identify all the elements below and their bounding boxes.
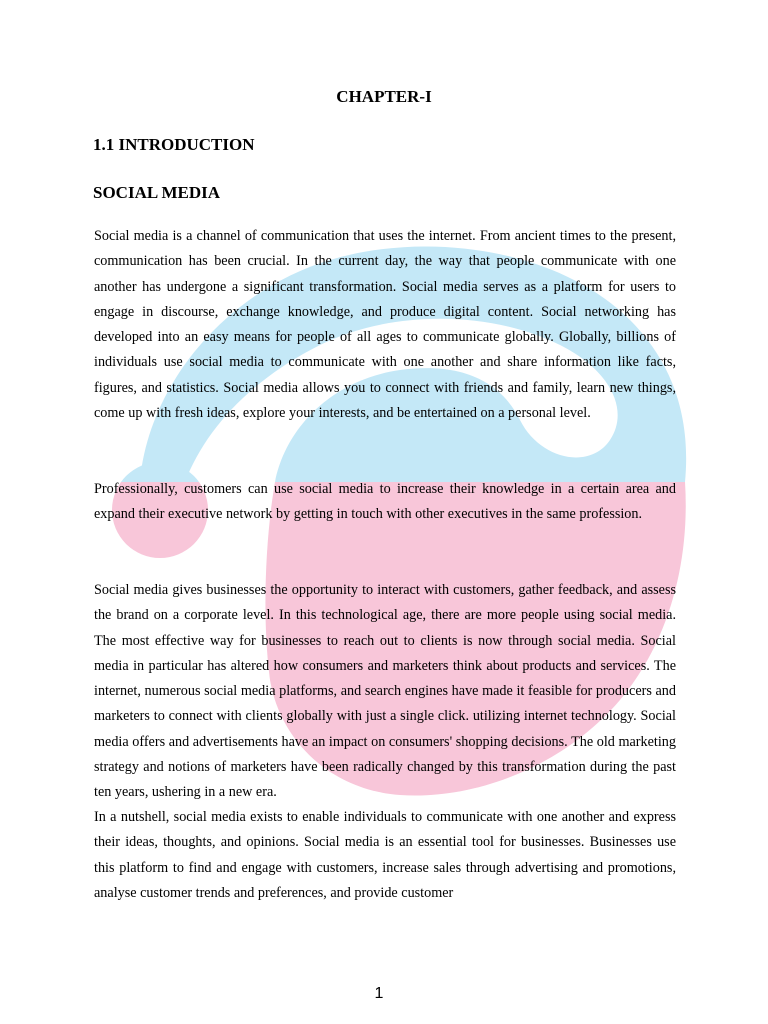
paragraph: Social media is a channel of communication that uses the internet. From ancient times to the present, communication has been crucial. In the current day, the way that people communicate with one another has undergone a significant transformation. Social media serves as a platform for users to engage in discourse, exchange knowledge, and produce digital content. Social networking has developed into an easy means for people of all ages to communicate globally. Globally, billions of individuals use social media to communicate with one another and share information like facts, figures, and statistics. Social media allows you to connect with friends and family, learn new things, come up with fresh ideas, explore your interests, and be entertained on a personal level.	[94, 228, 676, 422]
paragraph: Social media gives businesses the opportunity to interact with customers, gather feedback, and assess the brand on a corporate level. In this technological age, there are more people using social media. The most effective way for businesses to reach out to clients is now through social media. Social media in particular has altered how consumers and marketers think about products and services. The internet, numerous social media platforms, and search engines have made it feasible for producers and marketers to connect with clients globally with just a single click. utilizing internet technology. Social media offers and advertisements have an impact on consumers' shopping decisions. The old marketing strategy and notions of marketers have been radically changed by this transformation during the past ten years, ushering in a new era.	[94, 582, 676, 801]
section-heading: 1.1 INTRODUCTION	[93, 135, 255, 154]
page-number: 1	[374, 985, 384, 1002]
paragraph: Professionally, customers can use social media to increase their knowledge in a certain area and expand their executive network by getting in touch with other executives in the same profession.	[94, 481, 676, 523]
chapter-title: CHAPTER-I	[336, 87, 432, 106]
subsection-heading: SOCIAL MEDIA	[93, 183, 221, 202]
paragraph: In a nutshell, social media exists to enable individuals to communicate with one another and express their ideas, thoughts, and opinions. Social media is an essential tool for businesses. Businesses use this platform to find and engage with customers, increase sales through advertising and promotions, analyse customer trends and preferences, and provide customer	[94, 809, 676, 901]
